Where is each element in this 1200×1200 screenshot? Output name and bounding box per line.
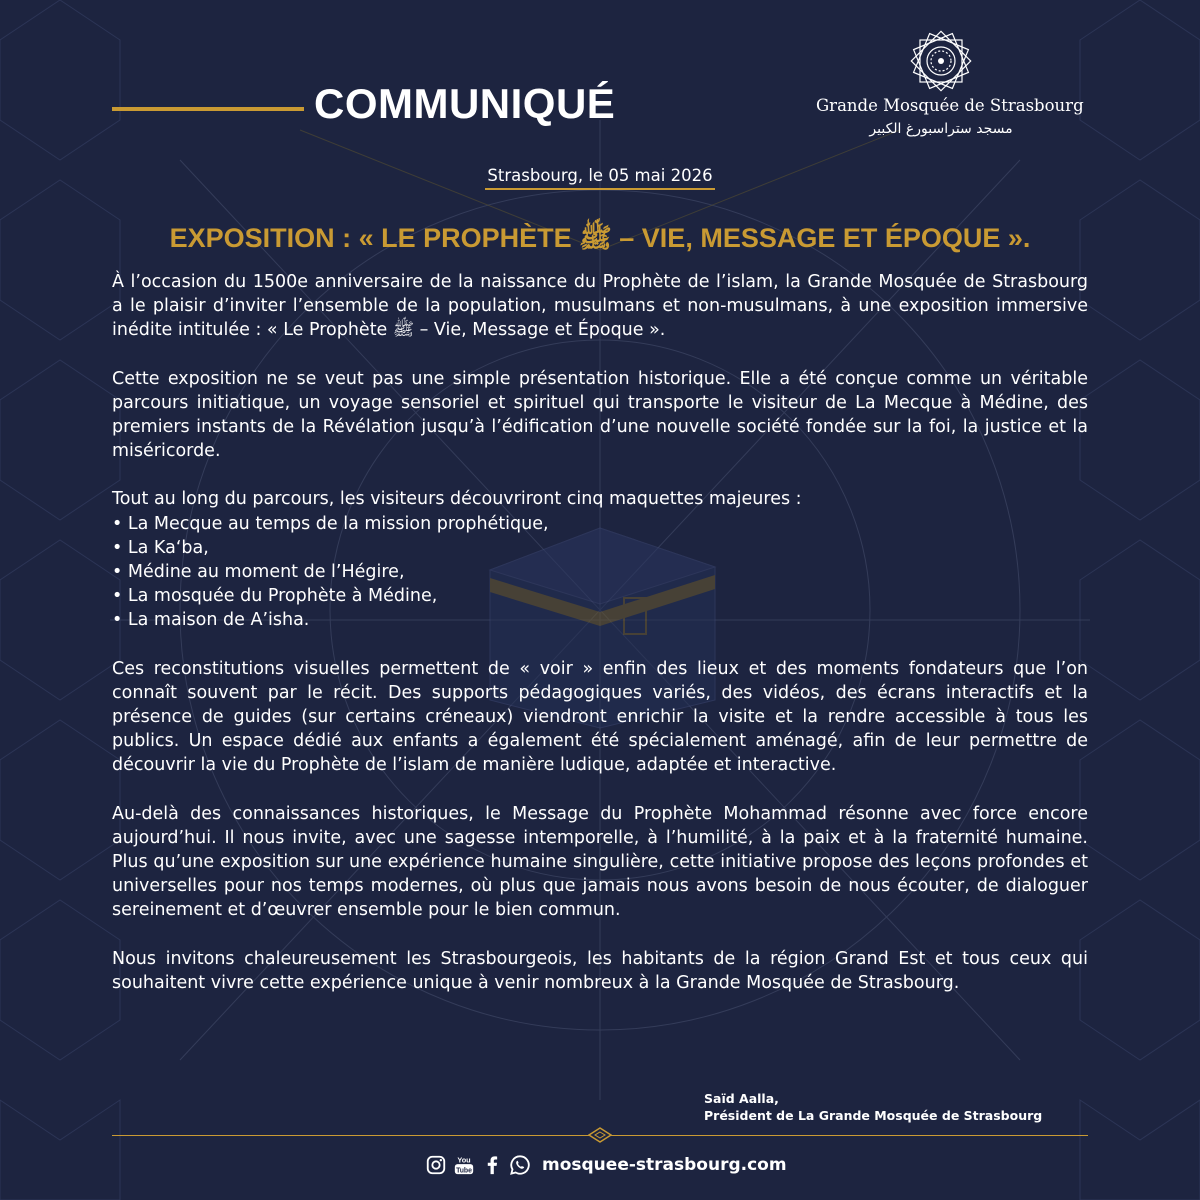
list-item: • La Ka‘ba, bbox=[112, 537, 209, 558]
svg-text:You: You bbox=[457, 1155, 471, 1165]
list-item: • Médine au moment de l’Hégire, bbox=[112, 562, 405, 583]
footer-social bbox=[424, 1151, 787, 1179]
list-item: • La Mecque au temps de la mission prophétique, bbox=[112, 513, 549, 534]
website-link[interactable]: mosquee-strasbourg.com bbox=[542, 1155, 787, 1175]
exhibition-heading: EXPOSITION : « LE PROPHÈTE ﷺ – VIE, MESSAGE ET ÉPOQUE ». bbox=[169, 223, 1031, 253]
title-accent-line bbox=[112, 107, 304, 111]
communique-body bbox=[112, 270, 1088, 1019]
paragraph: Ces reconstitutions visuelles permettent de « voir » enfin des lieux et des moments fondateurs que l’on connaît souvent par le récit. Des supports pédagogiques variés, des vidéos, des écrans interactifs et la présence de guides (sur certains créneaux) viendront enrichir la visite et la rendre accessible à tous les publics. Un espace dédié aux enfants a également été spécialement aménagé, afin de leur permettre de découvrir la vie du Prophète de l’islam de manière ludique, adaptée et interactive. bbox=[112, 658, 1088, 776]
facebook-icon[interactable] bbox=[480, 1153, 504, 1177]
list-intro: Tout au long du parcours, les visiteurs découvriront cinq maquettes majeures : bbox=[112, 489, 802, 510]
instagram-icon[interactable] bbox=[424, 1153, 448, 1177]
signature bbox=[704, 1090, 1042, 1124]
signatory-role: Président de La Grande Mosquée de Strasbourg bbox=[704, 1108, 1043, 1123]
paragraph: À l’occasion du 1500e anniversaire de la naissance du Prophète de l’islam, la Grande Mosquée de Strasbourg a le plaisir d’inviter l’ensemble de la population, musulmans et non-musulmans, à une exposition immersive inédite intitulée : « Le Prophète ﷺ – Vie, Message et Époque ». bbox=[112, 272, 1088, 341]
page-title: COMMUNIQUÉ bbox=[314, 80, 616, 127]
diamond-ornament-icon bbox=[588, 1127, 612, 1143]
svg-text:Tube: Tube bbox=[456, 1167, 472, 1175]
paragraph: Cette exposition ne se veut pas une simple présentation historique. Elle a été conçue comme un véritable parcours initiatique, un voyage sensoriel et spirituel qui transporte le visiteur de La Mecque à Médine, des premiers instants de la Révélation jusqu’à l’édification d’une nouvelle société fondée sur la foi, la justice et la miséricorde. bbox=[112, 368, 1088, 462]
maquettes-list bbox=[112, 512, 1088, 633]
logo-name: Grande Mosquée de Strasbourg bbox=[816, 96, 1084, 115]
youtube-icon[interactable] bbox=[452, 1153, 476, 1177]
rosette-icon bbox=[908, 28, 974, 94]
paragraph: Au-delà des connaissances historiques, le Message du Prophète Mohammad résonne avec force encore aujourd’hui. Il nous invite, avec une sagesse intemporelle, à l’humilité, à la paix et à la fraternité humaine. Plus qu’une exposition sur une expérience humaine singulière, cette initiative propose des leçons profondes et universelles pour nos temps modernes, où plus que jamais nous avons besoin de nous écouter, de dialoguer sereinement et d’œuvrer ensemble pour le bien commun. bbox=[112, 803, 1088, 921]
signatory-name: Saïd Aalla, bbox=[704, 1091, 779, 1106]
list-item: • La maison de A’isha. bbox=[112, 610, 310, 631]
logo-arabic-name: مسجد ستراسبورغ الكبير bbox=[869, 121, 1013, 137]
whatsapp-icon[interactable] bbox=[508, 1153, 532, 1177]
paragraph: Nous invitons chaleureusement les Strasbourgeois, les habitants de la région Grand Est et tous ceux qui souhaitent vivre cette expérience unique à venir nombreux à la Grande Mosquée de Strasbourg. bbox=[112, 948, 1088, 993]
mosque-logo bbox=[816, 28, 1084, 143]
list-item: • La mosquée du Prophète à Médine, bbox=[112, 586, 438, 607]
communique-date: Strasbourg, le 05 mai 2026 bbox=[485, 166, 714, 190]
